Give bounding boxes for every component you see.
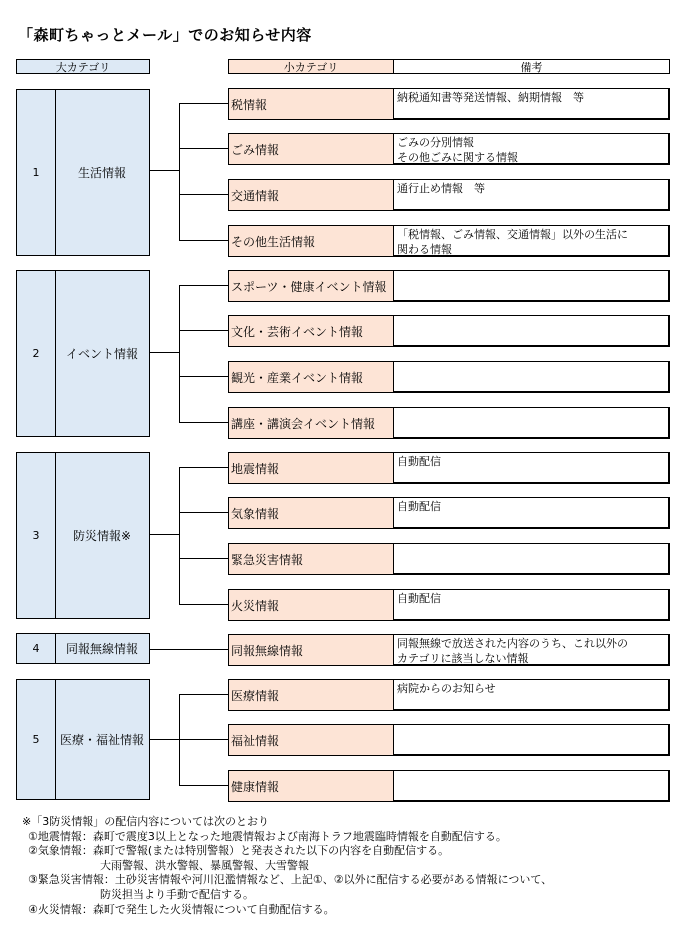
connector-line (150, 352, 179, 353)
subcategory-cell: 同報無線情報 (228, 634, 394, 666)
group-number: 4 (17, 634, 56, 663)
subcategory-cell: 医療情報 (228, 679, 394, 711)
subcategory-cell: スポーツ・健康イベント情報 (228, 270, 394, 302)
note-cell: 病院からのお知らせ (393, 679, 670, 711)
connector-line (179, 285, 228, 286)
connector-line (179, 785, 228, 786)
group-broadcast (16, 633, 150, 664)
connector-line (179, 558, 228, 559)
page-title: 「森町ちゃっとメール」でのお知らせ内容 (18, 26, 312, 44)
subcategory-cell: 文化・芸術イベント情報 (228, 315, 394, 347)
subcategory-cell: 観光・産業イベント情報 (228, 361, 394, 393)
subcategory-cell: 地震情報 (228, 452, 394, 484)
note-cell: 納税通知書等発送情報、納期情報 等 (393, 88, 670, 120)
note-cell: 「税情報、ごみ情報、交通情報」以外の生活に 関わる情報 (393, 225, 670, 257)
note-cell (393, 315, 670, 347)
subcategory-cell: ごみ情報 (228, 133, 394, 165)
group-name: 医療・福祉情報 (59, 733, 144, 747)
group-number: 5 (17, 680, 56, 799)
group-number: 1 (17, 90, 56, 255)
subcategory-cell: 気象情報 (228, 497, 394, 529)
group-living (16, 89, 150, 256)
footnote-item: 大雨警報、洪水警報、暴風警報、大雪警報 (100, 858, 309, 872)
note-cell: 通行止め情報 等 (393, 179, 670, 211)
connector-line (150, 649, 228, 650)
subcategory-cell: 火災情報 (228, 589, 394, 621)
note-cell: 同報無線で放送された内容のうち、これ以外の カテゴリに該当しない情報 (393, 634, 670, 666)
connector-line (179, 376, 228, 377)
group-number: 2 (17, 271, 56, 436)
footnote-item: ①地震情報：森町で震度3以上となった地震情報および南海トラフ地震臨時情報を自動配信する。 (28, 829, 507, 843)
note-cell (393, 407, 670, 439)
footnote (22, 815, 682, 917)
connector-line (150, 170, 179, 171)
note-cell (393, 270, 670, 302)
connector-line (150, 739, 179, 740)
connector-line (179, 467, 180, 604)
connector-line (179, 240, 228, 241)
note-cell: 自動配信 (393, 497, 670, 529)
connector-line (179, 604, 228, 605)
group-events (16, 270, 150, 437)
footnote-item: ②気象情報：森町で警報(または特別警報）と発表された以下の内容を自動配信する。 (28, 844, 450, 858)
note-cell: 自動配信 (393, 589, 670, 621)
note-cell: 自動配信 (393, 452, 670, 484)
footnote-item: 防災担当より手動で配信する。 (100, 887, 254, 901)
note-cell: ごみの分別情報 その他ごみに関する情報 (393, 133, 670, 165)
connector-line (179, 739, 228, 740)
major-category-header: 大カテゴリ (16, 59, 150, 74)
group-medical-welfare (16, 679, 150, 800)
footnote-item: ④火災情報：森町で発生した火災情報について自動配信する。 (28, 902, 335, 916)
connector-line (179, 285, 180, 422)
subcategory-cell: 緊急災害情報 (228, 543, 394, 575)
subcategory-cell: 交通情報 (228, 179, 394, 211)
note-cell (393, 361, 670, 393)
connector-line (179, 422, 228, 423)
footnote-item: ③緊急災害情報：土砂災害情報や河川氾濫情報など、上記①、②以外に配信する必要がある情報について、 (28, 873, 553, 887)
connector-line (150, 534, 179, 535)
note-cell (393, 724, 670, 756)
connector-line (179, 103, 228, 104)
minor-category-header: 小カテゴリ (228, 59, 394, 74)
subcategory-cell: 税情報 (228, 88, 394, 120)
subcategory-cell: 健康情報 (228, 770, 394, 802)
note-cell (393, 770, 670, 802)
group-name: 同報無線情報 (65, 642, 138, 656)
group-name: イベント情報 (65, 347, 138, 361)
connector-line (179, 103, 180, 240)
connector-line (179, 512, 228, 513)
connector-line (179, 467, 228, 468)
subcategory-cell: 講座・講演会イベント情報 (228, 407, 394, 439)
group-number: 3 (17, 453, 56, 618)
group-name: 生活情報 (77, 166, 126, 180)
footnote-intro: ※「3防災情報」の配信内容については次のとおり (22, 815, 269, 828)
connector-line (179, 194, 228, 195)
note-cell (393, 543, 670, 575)
connector-line (179, 330, 228, 331)
connector-line (179, 148, 228, 149)
group-name: 防災情報※ (72, 529, 132, 543)
connector-line (179, 694, 228, 695)
subcategory-cell: その他生活情報 (228, 225, 394, 257)
subcategory-cell: 福祉情報 (228, 724, 394, 756)
notes-header: 備考 (393, 59, 670, 74)
group-disaster (16, 452, 150, 619)
